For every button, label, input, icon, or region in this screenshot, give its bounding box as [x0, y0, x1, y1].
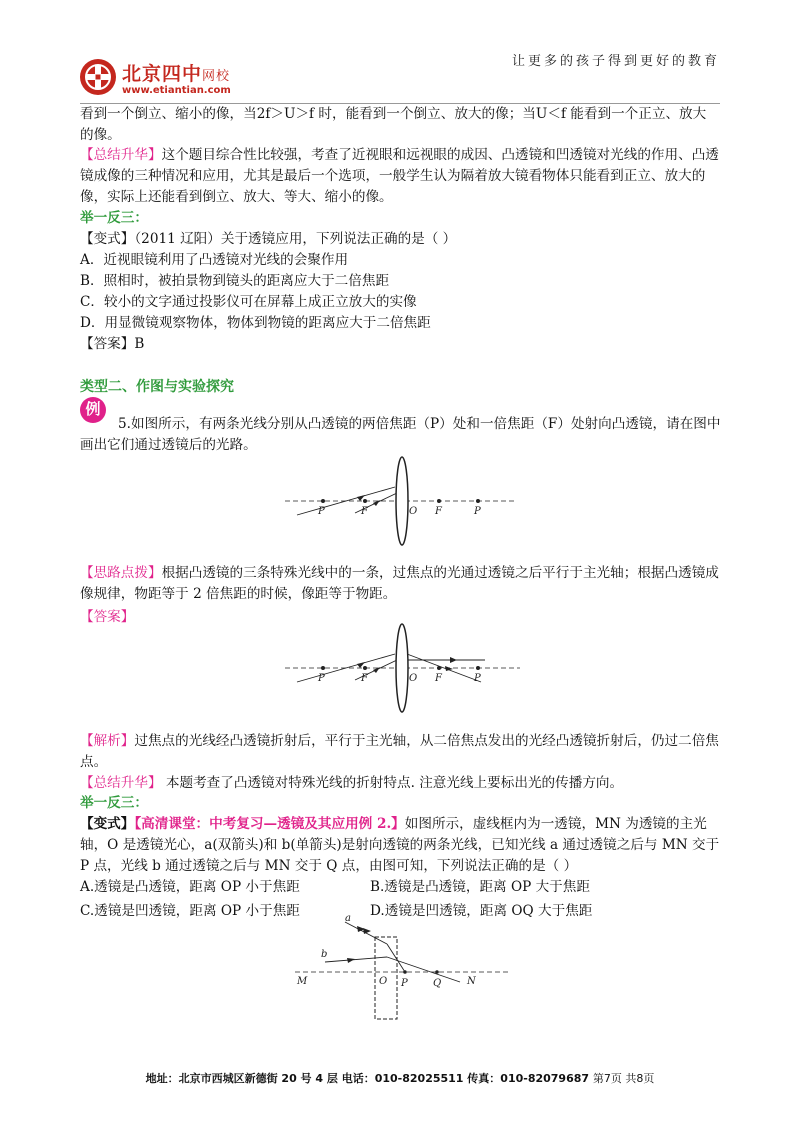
school-logo[interactable] [78, 57, 268, 109]
svg-text:a: a [345, 913, 351, 924]
svg-text:F: F [435, 673, 442, 684]
summary-1-text: 这个题目综合性比较强，考查了近视眼和远视眼的成因、凸透镜和凹透镜对光线的作用、凸透镜成像的三种情况和应用，尤其是最后一个选项，一般学生认为隔着放大镜看物体只能看到正立、放大的像，实际上还能看到倒立、放大、等大、缩小的像。 [80, 147, 719, 205]
practice-1 [80, 208, 722, 355]
svg-text:Q: Q [433, 978, 442, 989]
example-badge: 例 [80, 397, 106, 423]
example-5 [80, 414, 722, 456]
hd-class-link[interactable]: 【高清课堂：中考复习—透镜及其应用例 2.】 [134, 816, 405, 832]
logo-name: 北京四中网校 [122, 63, 231, 85]
section-2-title: 类型二、作图与实验探究 [80, 379, 234, 395]
header-slogan: 让更多的孩子得到更好的教育 [511, 54, 720, 69]
practice-1-option-d: D．用显微镜观察物体，物体到物镜的距离应大于二倍焦距 [80, 315, 431, 331]
practice-2-option-a: A.透镜是凸透镜，距离 OP 小于焦距 [80, 879, 300, 895]
svg-text:O: O [409, 506, 418, 517]
practice-1-question: 【变式】（2011 辽阳）关于透镜应用，下列说法正确的是（ ） [80, 231, 457, 247]
svg-text:F: F [361, 506, 368, 517]
svg-text:O: O [379, 976, 388, 987]
logo-emblem-icon [78, 57, 118, 97]
answer-tag: 【答案】 [80, 609, 135, 625]
svg-text:P: P [401, 978, 408, 989]
analysis-block: 【解析】过焦点的光线经凸透镜折射后，平行于主光轴，从二倍焦点发出的光经凸透镜折射后，仍过二倍焦点。 【总结升华】 本题考查了凸透镜对特殊光线的折射特点. 注意光线上要标出光的传播方向。 [80, 733, 719, 791]
practice-2-option-c: C.透镜是凹透镜，距离 OP 小于焦距 [80, 903, 300, 919]
practice-2: 举一反三： 【变式】【高清课堂：中考复习—透镜及其应用例 2.】如图所示，虚线框内为一透镜，MN 为透镜的主光轴，O 是透镜光心，a(双箭头)和 b(单箭头)是射向透镜的两条光线，已知光线 a 通过透镜之后与 MN 交于 P 点，光线 b 通过透镜之后与 MN 交于 Q 点，由图可知，下列说法正确的是（ ） A.透镜是凸透镜，距离 OP 小于焦距 B.透镜是凸透镜，距离 OP 大于焦距 C.透镜是凹透镜，距离 OP 小于焦距 D.透镜是凹透镜，距离 OQ 大于焦距 [80, 793, 722, 922]
practice-1-option-b: B．照相时，被拍景物到镜头的距离应大于二倍焦距 [80, 273, 390, 289]
practice-1-option-a: A．近视眼镜利用了凸透镜对光线的会聚作用 [80, 252, 349, 268]
svg-text:P: P [474, 506, 481, 517]
practice-2-option-d: D.透镜是凹透镜，距离 OQ 大于焦距 [370, 903, 593, 919]
lens-figure-box [295, 912, 510, 1022]
svg-text:b: b [321, 949, 328, 960]
logo-url: www.etiantian.com [122, 85, 231, 96]
svg-text:F: F [361, 673, 368, 684]
svg-text:O: O [409, 673, 418, 684]
intro-text: 看到一个倒立、缩小的像，当2f＞U＞f 时，能看到一个倒立、放大的像；当U＜f 能看到一个正立、放大 的像。 [80, 106, 707, 143]
practice-2-option-b: B.透镜是凸透镜，距离 OP 大于焦距 [370, 879, 590, 895]
page-footer [0, 1070, 800, 1086]
practice-2-title: 举一反三： [80, 795, 148, 811]
svg-text:P: P [318, 673, 325, 684]
svg-text:P: P [474, 673, 481, 684]
hint-block: 【思路点拨】根据凸透镜的三条特殊光线中的一条，过焦点的光通过透镜之后平行于主光轴；根据凸透镜成像规律，物距等于 2 倍焦距的时候，像距等于物距。 【答案】 [80, 563, 722, 628]
page-number: 第7页 共8页 [592, 1072, 655, 1085]
svg-text:M: M [297, 976, 308, 987]
practice-1-option-c: C．较小的文字通过投影仪可在屏幕上成正立放大的实像 [80, 294, 417, 310]
lens-figure-question [285, 455, 515, 550]
lens-figure-answer [285, 622, 520, 717]
svg-text:P: P [318, 506, 325, 517]
summary-1 [80, 145, 722, 208]
example-5-text: 5.如图所示，有两条光线分别从凸透镜的两倍焦距（P）处和一倍焦距（F）处射向凸透镜，请在图中画出它们通过透镜后的光路。 [80, 416, 721, 453]
practice-1-answer: 【答案】B [80, 336, 145, 352]
summary-1-tag: 【总结升华】 [80, 147, 162, 163]
practice-1-title: 举一反三： [80, 210, 148, 226]
svg-text:N: N [467, 976, 476, 987]
svg-text:F: F [435, 506, 442, 517]
footer-address: 地址：北京市西城区新德街 20 号 4 层 电话：010-82025511 传真：010-82079687 [145, 1072, 590, 1085]
